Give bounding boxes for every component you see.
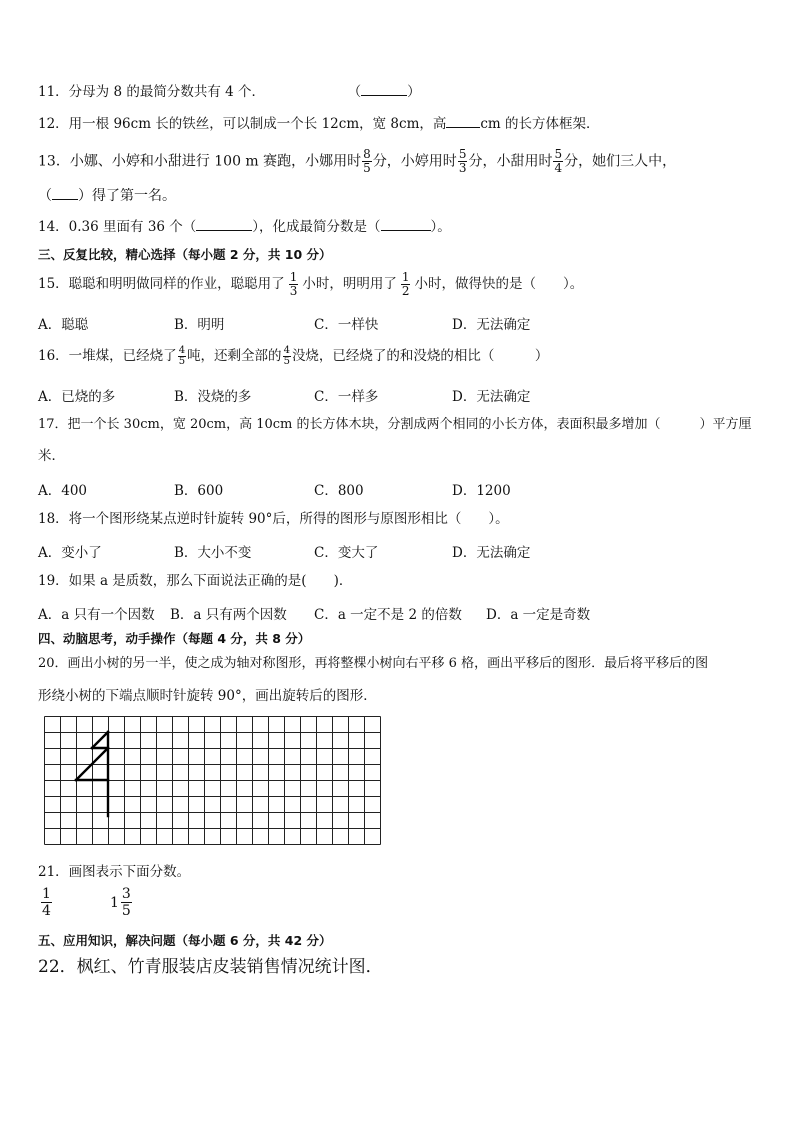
q15-option-b[interactable]: B．明明 xyxy=(174,317,225,333)
q15-option-d[interactable]: D．无法确定 xyxy=(452,317,531,333)
fraction-8-5: $\frac{8}{5}$ xyxy=(363,147,371,175)
tree-branch-upper xyxy=(92,732,108,748)
fraction-4-5: $\frac{4}{5}$ xyxy=(178,345,186,367)
fraction-1-3: $\frac{1}{3}$ xyxy=(289,270,298,298)
q15-option-a[interactable]: A．聪聪 xyxy=(38,317,89,333)
q15-option-c[interactable]: C．一样快 xyxy=(314,317,379,333)
answer-paren-close: ） xyxy=(407,84,421,100)
question-15 xyxy=(38,271,583,298)
question-11 xyxy=(38,83,421,101)
question-14-part3: ）。 xyxy=(430,219,451,235)
section-5-heading: 五、应用知识，解决问题（每小题 6 分，共 42 分） xyxy=(38,933,332,948)
fraction-1-2: $\frac{1}{2}$ xyxy=(401,270,410,298)
fraction-5-3: $\frac{5}{3}$ xyxy=(458,147,467,175)
fraction-4-5-second: $\frac{4}{5}$ xyxy=(283,345,290,367)
q19-option-c[interactable]: C．a 一定不是 2 的倍数 xyxy=(314,607,462,623)
question-15-part3: 小时，做得快的是（ ）。 xyxy=(414,276,584,292)
question-19: 19．如果 a 是质数，那么下面说法正确的是( )． xyxy=(38,573,353,589)
question-16-part2: 吨，还剩全部的 xyxy=(187,348,282,364)
q19-option-d[interactable]: D．a 一定是奇数 xyxy=(486,607,591,623)
height-blank[interactable] xyxy=(446,127,480,128)
q18-option-b[interactable]: B．大小不变 xyxy=(174,545,252,561)
question-12 xyxy=(38,115,600,133)
answer-blank[interactable] xyxy=(361,95,407,96)
q17-option-c[interactable]: C．800 xyxy=(314,483,364,499)
fraction-5-4: $\frac{5}{4}$ xyxy=(554,147,563,175)
question-13-part4: 分，她们三人中， xyxy=(564,153,677,170)
count-blank[interactable] xyxy=(196,230,252,231)
q19-option-b[interactable]: B．a 只有两个因数 xyxy=(170,607,287,623)
mixed-fraction-one-three-fifths: 1 $\frac{3}{5}$ xyxy=(110,886,131,919)
question-21: 21．画图表示下面分数。 xyxy=(38,864,191,880)
question-15-part1: 15．聪聪和明明做同样的作业，聪聪用了 xyxy=(38,276,285,292)
q16-option-d[interactable]: D．无法确定 xyxy=(452,389,531,405)
drawing-grid[interactable] xyxy=(44,716,382,850)
q16-option-a[interactable]: A．已烧的多 xyxy=(38,389,116,405)
question-12-after: cm 的长方体框架． xyxy=(480,116,600,132)
question-16-part1: 16．一堆煤，已经烧了 xyxy=(38,348,177,364)
q19-option-a[interactable]: A．a 只有一个因数 xyxy=(38,607,155,623)
question-16-part3: 没烧，已经烧了的和没烧的相比（ ） xyxy=(291,348,549,364)
winner-blank[interactable] xyxy=(52,199,78,200)
question-13 xyxy=(38,148,676,175)
question-13-part1: 13．小娜、小婷和小甜进行 100 m 赛跑，小娜用时 xyxy=(38,153,362,170)
q18-option-a[interactable]: A．变小了 xyxy=(38,545,102,561)
question-16 xyxy=(38,344,548,368)
question-14-part2: ），化成最简分数是（ xyxy=(252,219,381,235)
question-13-line2-text: ）得了第一名。 xyxy=(78,188,176,204)
question-22: 22．枫红、竹青服装店皮装销售情况统计图． xyxy=(38,957,383,977)
question-13-line2 xyxy=(38,187,176,205)
question-13-part2: 分，小婷用时 xyxy=(372,153,457,170)
q18-option-c[interactable]: C．变大了 xyxy=(314,545,379,561)
q16-option-b[interactable]: B．没烧的多 xyxy=(174,389,252,405)
question-17-line1: 17．把一个长 30cm，宽 20cm，高 10cm 的长方体木块，分割成两个相同的小长方体，表面积最多增加（ ）平方厘 xyxy=(38,417,752,432)
section-3-heading: 三、反复比较，精心选择（每小题 2 分，共 10 分） xyxy=(38,247,332,262)
question-13-part3: 分，小甜用时 xyxy=(468,153,553,170)
question-14-part1: 14．0.36 里面有 36 个（ xyxy=(38,219,197,235)
question-15-part2: 小时，明明用了 xyxy=(302,276,397,292)
question-20-line2: 形绕小树的下端点顺时针旋转 90°，画出旋转后的图形． xyxy=(38,688,377,704)
section-4-heading: 四、动脑思考，动手操作（每题 4 分，共 8 分） xyxy=(38,631,311,646)
question-18: 18．将一个图形绕某点逆时针旋转 90°后，所得的图形与原图形相比（ ）。 xyxy=(38,511,509,527)
question-14 xyxy=(38,218,451,236)
q16-option-c[interactable]: C．一样多 xyxy=(314,389,379,405)
fraction-blank[interactable] xyxy=(381,230,431,231)
question-12-before: 12．用一根 96cm 长的铁丝，可以制成一个长 12cm，宽 8cm，高 xyxy=(38,116,447,132)
q17-option-b[interactable]: B．600 xyxy=(174,483,224,499)
answer-paren-open: （ xyxy=(347,84,362,100)
q18-option-d[interactable]: D．无法确定 xyxy=(452,545,531,561)
question-17-line2: 米． xyxy=(38,448,65,464)
paren-open: （ xyxy=(38,188,52,204)
q17-option-d[interactable]: D．1200 xyxy=(452,483,511,499)
q17-option-a[interactable]: A．400 xyxy=(38,483,88,499)
question-11-text: 11．分母为 8 的最简分数共有 4 个． xyxy=(38,84,266,100)
question-20-line1: 20．画出小树的另一半，使之成为轴对称图形，再将整棵小树向右平移 6 格，画出平移后的图形．最后将平移后的图 xyxy=(38,656,709,671)
fraction-one-quarter: $\frac{1}{4}$ xyxy=(42,886,51,919)
